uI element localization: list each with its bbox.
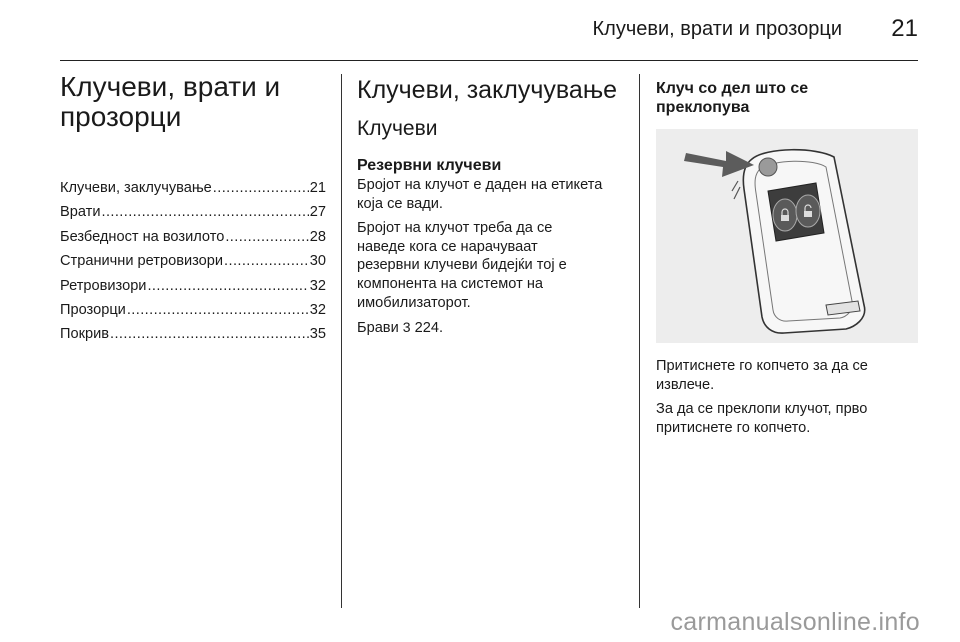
toc-leader-dots <box>110 326 309 342</box>
toc-leader-dots <box>147 278 308 294</box>
text-line: Бројот на клучот е даден на етикета <box>357 177 603 193</box>
spare-keys-paragraph-1 <box>357 176 627 213</box>
text-line: Бројот на клучот треба да се <box>357 220 553 237</box>
toc-leader-dots <box>101 204 308 220</box>
toc-entry-page: 21 <box>309 180 326 196</box>
text-line: За да се преклопи клучот, прво <box>656 401 868 418</box>
folding-instruction <box>656 400 918 437</box>
toc-leader-dots <box>225 229 308 245</box>
table-of-contents <box>60 180 326 351</box>
key-fob-drawing <box>656 129 918 343</box>
figure-caption <box>656 357 918 394</box>
toc-entry[interactable] <box>60 204 326 228</box>
folding-key-heading <box>656 79 918 117</box>
page-reference-arrow-icon: 3 <box>402 319 411 336</box>
header-divider <box>60 60 918 61</box>
page-number: 21 <box>891 15 918 42</box>
toc-entry[interactable] <box>60 302 326 326</box>
text-line: која се вади. <box>357 195 443 212</box>
column-divider-2 <box>639 74 640 608</box>
toc-entry-label: Ретровизори <box>60 277 147 294</box>
toc-entry-page: 35 <box>309 326 326 343</box>
toc-entry-label: Странични ретровизори <box>60 253 224 270</box>
folding-key-column <box>656 79 918 443</box>
toc-leader-dots <box>224 253 309 269</box>
toc-entry-label: Безбедност на возилото <box>60 228 225 245</box>
toc-leader-dots <box>127 302 309 318</box>
spare-keys-paragraph-2 <box>357 219 627 312</box>
toc-entry-label: Покрив <box>60 326 110 343</box>
toc-entry-page: 32 <box>309 301 326 318</box>
toc-entry[interactable] <box>60 278 326 302</box>
text-line: притиснете го копчето. <box>656 419 811 436</box>
toc-entry-label: Врати <box>60 204 101 221</box>
toc-entry[interactable] <box>60 180 326 204</box>
column-divider-1 <box>341 74 342 608</box>
folding-key-illustration <box>656 129 918 343</box>
running-header-title: Клучеви, врати и прозорци <box>592 18 842 40</box>
text-line: извлече. <box>656 376 715 393</box>
toc-entry-label: Клучеви, заклучување <box>60 180 212 196</box>
text-line: Притиснете го копчето за да се <box>656 358 868 374</box>
section-subtitle: Клучеви <box>357 117 438 140</box>
toc-entry-page: 32 <box>309 277 326 294</box>
keys-section-column <box>357 76 627 344</box>
heading-line: преклопува <box>656 99 750 116</box>
toc-entry-page: 30 <box>309 253 326 270</box>
text-line: имобилизаторот. <box>357 294 471 311</box>
cross-reference-label: Брави <box>357 320 399 337</box>
section-title: Клучеви, заклучување <box>357 76 618 104</box>
text-line: наведе кога се нарачуваат <box>357 238 538 255</box>
cross-reference-page: 224. <box>414 320 444 337</box>
locks-cross-reference[interactable] <box>357 318 627 338</box>
chapter-title <box>60 72 326 132</box>
toc-entry[interactable] <box>60 326 326 350</box>
toc-entry-page: 28 <box>309 228 326 245</box>
chapter-title-line-2: прозорци <box>60 101 182 132</box>
chapter-title-line-1: Клучеви, врати и <box>60 71 281 102</box>
text-line: компонента на системот на <box>357 275 543 292</box>
site-watermark: carmanualsonline.info <box>670 608 920 636</box>
chapter-contents-column <box>60 72 326 351</box>
spare-keys-heading: Резервни клучеви <box>357 157 502 174</box>
toc-entry-label: Прозорци <box>60 301 126 318</box>
text-line: резервни клучеви бидејќи тој е <box>357 257 567 274</box>
heading-line: Клуч со дел што се <box>656 80 809 97</box>
toc-entry[interactable] <box>60 229 326 253</box>
toc-leader-dots <box>213 180 309 196</box>
toc-entry[interactable] <box>60 253 326 277</box>
toc-entry-page: 27 <box>309 204 326 221</box>
